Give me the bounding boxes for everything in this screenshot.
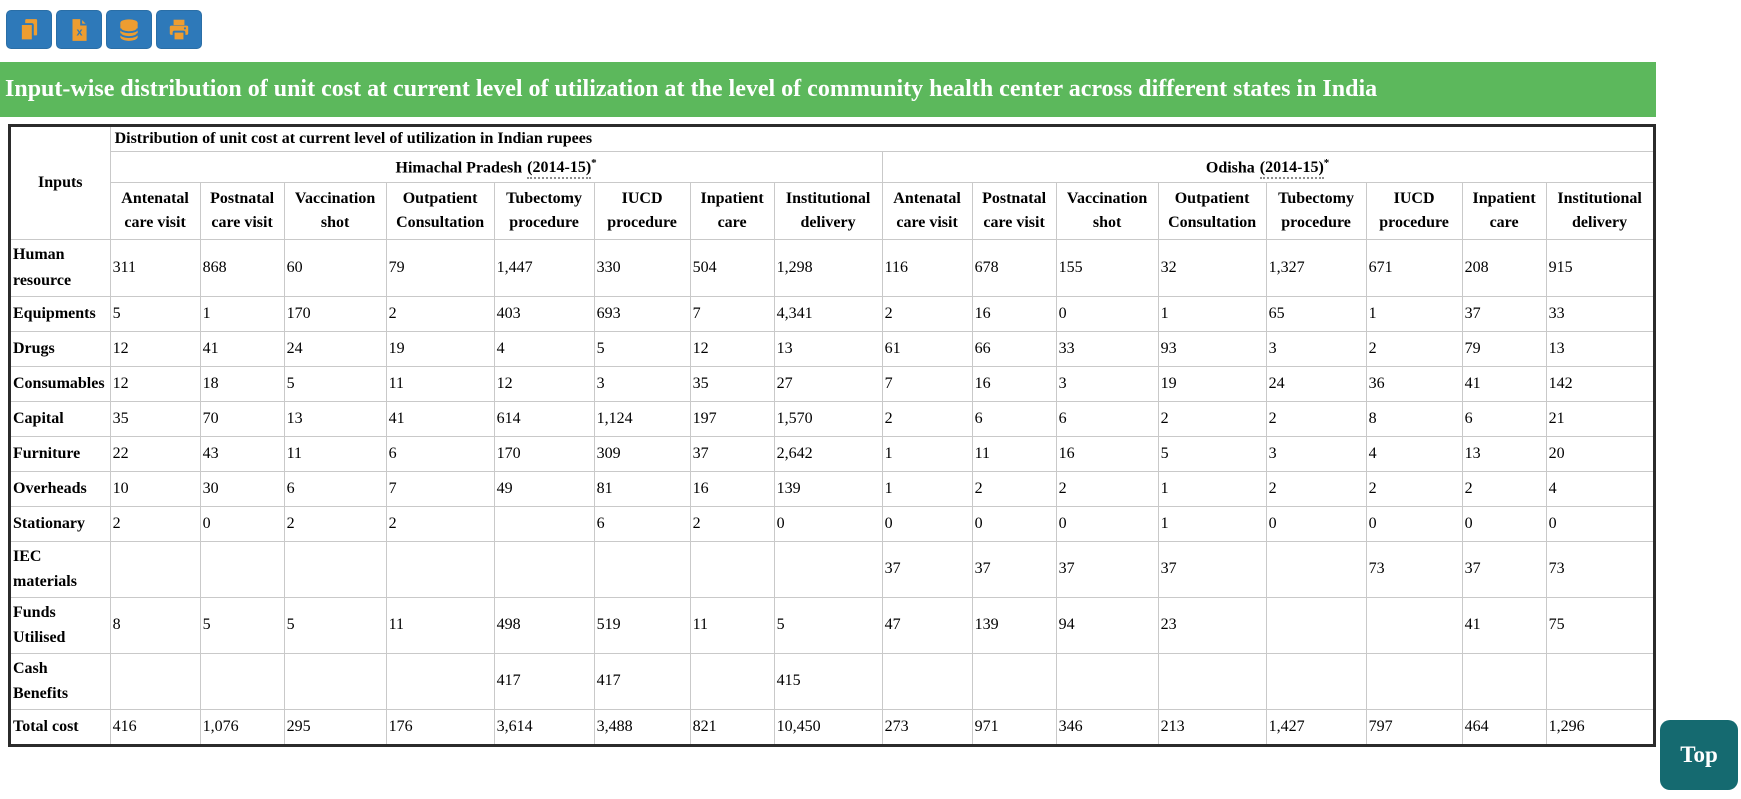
cell: 2 xyxy=(882,401,972,436)
cell: 1,327 xyxy=(1266,240,1366,296)
cell: 4,341 xyxy=(774,296,882,331)
cell: 971 xyxy=(972,710,1056,746)
cell xyxy=(386,653,494,709)
table-row xyxy=(10,401,1655,436)
cell xyxy=(200,541,284,597)
cell xyxy=(594,541,690,597)
cell: 37 xyxy=(882,541,972,597)
printer-icon xyxy=(166,17,192,43)
cell: 1,298 xyxy=(774,240,882,296)
cell: 35 xyxy=(110,401,200,436)
cell xyxy=(690,541,774,597)
cell xyxy=(110,541,200,597)
cell: 915 xyxy=(1546,240,1654,296)
cell: 12 xyxy=(690,331,774,366)
cell: 8 xyxy=(110,597,200,653)
copy-button[interactable] xyxy=(6,10,52,49)
cell: 16 xyxy=(1056,436,1158,471)
cell xyxy=(494,541,594,597)
cell: 1 xyxy=(200,296,284,331)
cell xyxy=(1158,653,1266,709)
cell xyxy=(1462,653,1546,709)
cell xyxy=(110,653,200,709)
cell: 1 xyxy=(1158,296,1266,331)
row-label: Overheads xyxy=(10,471,111,506)
cell: 1,447 xyxy=(494,240,594,296)
cell: 0 xyxy=(1462,506,1546,541)
cell: 61 xyxy=(882,331,972,366)
cell xyxy=(1056,653,1158,709)
inputs-corner-header: Inputs xyxy=(10,126,111,240)
cell xyxy=(284,653,386,709)
table-row xyxy=(10,331,1655,366)
column-header: Vaccination shot xyxy=(1056,183,1158,240)
cell: 416 xyxy=(110,710,200,746)
cell: 678 xyxy=(972,240,1056,296)
row-label: Drugs xyxy=(10,331,111,366)
table-row xyxy=(10,710,1655,746)
table-row xyxy=(10,541,1655,597)
cell: 3,488 xyxy=(594,710,690,746)
cell: 2 xyxy=(1266,471,1366,506)
state-name: Himachal Pradesh xyxy=(395,159,523,177)
column-header: Institutional delivery xyxy=(774,183,882,240)
cell xyxy=(284,541,386,597)
back-to-top-button[interactable]: Top xyxy=(1660,720,1738,790)
cell: 79 xyxy=(386,240,494,296)
cell: 2 xyxy=(690,506,774,541)
table-row xyxy=(10,471,1655,506)
row-label: Funds Utilised xyxy=(10,597,111,653)
cell: 213 xyxy=(1158,710,1266,746)
cell: 2 xyxy=(1158,401,1266,436)
cell: 142 xyxy=(1546,366,1654,401)
column-header: Tubectomy procedure xyxy=(494,183,594,240)
cell: 16 xyxy=(690,471,774,506)
cell: 49 xyxy=(494,471,594,506)
cell: 504 xyxy=(690,240,774,296)
cell: 37 xyxy=(1462,541,1546,597)
cell: 81 xyxy=(594,471,690,506)
table-row xyxy=(10,436,1655,471)
cell: 2 xyxy=(1462,471,1546,506)
cell: 19 xyxy=(1158,366,1266,401)
cell: 7 xyxy=(882,366,972,401)
cell: 6 xyxy=(284,471,386,506)
column-header: Inpatient care xyxy=(1462,183,1546,240)
cell: 4 xyxy=(494,331,594,366)
cell: 1 xyxy=(1366,296,1462,331)
cell: 671 xyxy=(1366,240,1462,296)
cell: 155 xyxy=(1056,240,1158,296)
cell: 1,570 xyxy=(774,401,882,436)
footnote-asterisk: * xyxy=(591,157,597,169)
cell xyxy=(1366,597,1462,653)
cell xyxy=(386,541,494,597)
cell: 417 xyxy=(494,653,594,709)
copy-icon xyxy=(16,17,42,43)
cell: 33 xyxy=(1056,331,1158,366)
cell: 79 xyxy=(1462,331,1546,366)
cell: 19 xyxy=(386,331,494,366)
cell: 66 xyxy=(972,331,1056,366)
cell: 6 xyxy=(1462,401,1546,436)
cell: 43 xyxy=(200,436,284,471)
svg-text:x: x xyxy=(76,25,83,38)
cell: 0 xyxy=(1546,506,1654,541)
cell: 346 xyxy=(1056,710,1158,746)
row-label: Capital xyxy=(10,401,111,436)
cell: 2 xyxy=(284,506,386,541)
cell: 5 xyxy=(594,331,690,366)
unit-cost-table xyxy=(8,124,1656,747)
cell: 5 xyxy=(774,597,882,653)
cell: 11 xyxy=(284,436,386,471)
cell: 41 xyxy=(386,401,494,436)
cell: 1,427 xyxy=(1266,710,1366,746)
state-period: (2014-15) xyxy=(1260,159,1324,179)
row-label: Furniture xyxy=(10,436,111,471)
cell: 3 xyxy=(1056,366,1158,401)
cell: 0 xyxy=(1056,296,1158,331)
cell xyxy=(1546,653,1654,709)
cell: 93 xyxy=(1158,331,1266,366)
cell: 36 xyxy=(1366,366,1462,401)
row-label: IEC materials xyxy=(10,541,111,597)
cell: 208 xyxy=(1462,240,1546,296)
column-header: Vaccination shot xyxy=(284,183,386,240)
cell: 27 xyxy=(774,366,882,401)
cell: 2 xyxy=(386,506,494,541)
cell xyxy=(882,653,972,709)
cell: 1 xyxy=(1158,506,1266,541)
cell: 176 xyxy=(386,710,494,746)
cell: 1,076 xyxy=(200,710,284,746)
footnote-asterisk: * xyxy=(1323,157,1330,169)
cell: 70 xyxy=(200,401,284,436)
cell: 7 xyxy=(386,471,494,506)
state-name: Odisha xyxy=(1205,159,1255,177)
cell: 0 xyxy=(1266,506,1366,541)
cell: 0 xyxy=(882,506,972,541)
cell: 519 xyxy=(594,597,690,653)
cell: 41 xyxy=(1462,366,1546,401)
row-label: Stationary xyxy=(10,506,111,541)
cell: 8 xyxy=(1366,401,1462,436)
cell xyxy=(1266,541,1366,597)
cell: 2 xyxy=(110,506,200,541)
table-row xyxy=(10,597,1655,653)
cell: 868 xyxy=(200,240,284,296)
cell: 5 xyxy=(110,296,200,331)
excel-button[interactable] xyxy=(56,10,102,49)
cell: 20 xyxy=(1546,436,1654,471)
cell: 3 xyxy=(594,366,690,401)
export-toolbar xyxy=(6,10,1741,49)
cell: 311 xyxy=(110,240,200,296)
cell: 1 xyxy=(882,471,972,506)
column-header: Postnatal care visit xyxy=(972,183,1056,240)
cell: 1,124 xyxy=(594,401,690,436)
cell xyxy=(972,653,1056,709)
cell: 12 xyxy=(110,331,200,366)
cell: 65 xyxy=(1266,296,1366,331)
cell: 11 xyxy=(690,597,774,653)
cell: 2 xyxy=(882,296,972,331)
cell: 75 xyxy=(1546,597,1654,653)
row-label: Total cost xyxy=(10,710,111,746)
cell: 13 xyxy=(1546,331,1654,366)
cell: 13 xyxy=(774,331,882,366)
cell: 7 xyxy=(690,296,774,331)
database-icon xyxy=(116,17,142,43)
cell: 37 xyxy=(690,436,774,471)
cell: 797 xyxy=(1366,710,1462,746)
cell: 116 xyxy=(882,240,972,296)
row-label: Human resource xyxy=(10,240,111,296)
cell: 4 xyxy=(1546,471,1654,506)
table-header-row-1 xyxy=(10,126,1655,152)
distribution-header: Distribution of unit cost at current level of utilization in Indian rupees xyxy=(110,126,1654,152)
cell: 6 xyxy=(1056,401,1158,436)
cell: 10 xyxy=(110,471,200,506)
cell: 2 xyxy=(1366,471,1462,506)
cell: 3 xyxy=(1266,436,1366,471)
cell: 170 xyxy=(494,436,594,471)
cell: 273 xyxy=(882,710,972,746)
cell xyxy=(774,541,882,597)
cell: 403 xyxy=(494,296,594,331)
cell: 11 xyxy=(386,597,494,653)
cell: 12 xyxy=(110,366,200,401)
table-row xyxy=(10,506,1655,541)
cell: 94 xyxy=(1056,597,1158,653)
cell: 0 xyxy=(200,506,284,541)
cell xyxy=(1266,597,1366,653)
column-header: Tubectomy procedure xyxy=(1266,183,1366,240)
cell: 11 xyxy=(386,366,494,401)
cell: 16 xyxy=(972,296,1056,331)
cell: 37 xyxy=(1056,541,1158,597)
column-header: Institutional delivery xyxy=(1546,183,1654,240)
cell: 32 xyxy=(1158,240,1266,296)
cell: 693 xyxy=(594,296,690,331)
column-header: Postnatal care visit xyxy=(200,183,284,240)
table-row xyxy=(10,296,1655,331)
cell: 415 xyxy=(774,653,882,709)
cell: 2,642 xyxy=(774,436,882,471)
cell: 1,296 xyxy=(1546,710,1654,746)
table-row xyxy=(10,240,1655,296)
column-header: Inpatient care xyxy=(690,183,774,240)
cell: 614 xyxy=(494,401,594,436)
cell: 5 xyxy=(284,597,386,653)
cell: 33 xyxy=(1546,296,1654,331)
cell: 2 xyxy=(972,471,1056,506)
cell: 47 xyxy=(882,597,972,653)
cell: 10,450 xyxy=(774,710,882,746)
cell: 0 xyxy=(972,506,1056,541)
row-label: Consumables xyxy=(10,366,111,401)
cell: 24 xyxy=(1266,366,1366,401)
cell: 5 xyxy=(200,597,284,653)
cell xyxy=(1266,653,1366,709)
cell: 2 xyxy=(386,296,494,331)
cell: 23 xyxy=(1158,597,1266,653)
column-header: IUCD procedure xyxy=(594,183,690,240)
csv-button[interactable] xyxy=(106,10,152,49)
cell: 170 xyxy=(284,296,386,331)
column-header: Antenatal care visit xyxy=(110,183,200,240)
excel-file-icon xyxy=(66,17,92,43)
cell: 4 xyxy=(1366,436,1462,471)
cell: 12 xyxy=(494,366,594,401)
cell xyxy=(690,653,774,709)
cell: 2 xyxy=(1056,471,1158,506)
cell: 1 xyxy=(1158,471,1266,506)
cell: 22 xyxy=(110,436,200,471)
cell: 417 xyxy=(594,653,690,709)
cell: 18 xyxy=(200,366,284,401)
state-period: (2014-15) xyxy=(527,159,591,179)
cell: 3 xyxy=(1266,331,1366,366)
cell: 5 xyxy=(284,366,386,401)
column-header: IUCD procedure xyxy=(1366,183,1462,240)
cell: 13 xyxy=(284,401,386,436)
cell: 73 xyxy=(1546,541,1654,597)
row-label: Equipments xyxy=(10,296,111,331)
page-title: Input-wise distribution of unit cost at current level of utilization at the level of community health center across different states in India xyxy=(0,62,1656,117)
cell: 13 xyxy=(1462,436,1546,471)
cell: 3,614 xyxy=(494,710,594,746)
cell: 16 xyxy=(972,366,1056,401)
cell: 37 xyxy=(1462,296,1546,331)
cell: 73 xyxy=(1366,541,1462,597)
cell: 5 xyxy=(1158,436,1266,471)
cell: 35 xyxy=(690,366,774,401)
cell: 11 xyxy=(972,436,1056,471)
cell: 0 xyxy=(774,506,882,541)
state-group-header-odisha xyxy=(882,152,1654,183)
cell: 37 xyxy=(1158,541,1266,597)
cell: 139 xyxy=(774,471,882,506)
cell: 309 xyxy=(594,436,690,471)
cell: 0 xyxy=(1366,506,1462,541)
cell xyxy=(1366,653,1462,709)
cell: 30 xyxy=(200,471,284,506)
cell: 21 xyxy=(1546,401,1654,436)
cell: 0 xyxy=(1056,506,1158,541)
cell xyxy=(200,653,284,709)
table-header-row-3 xyxy=(10,183,1655,240)
cell: 6 xyxy=(972,401,1056,436)
cell: 24 xyxy=(284,331,386,366)
cell: 41 xyxy=(200,331,284,366)
cell: 330 xyxy=(594,240,690,296)
cell: 821 xyxy=(690,710,774,746)
cell: 295 xyxy=(284,710,386,746)
cell: 2 xyxy=(1366,331,1462,366)
cell xyxy=(494,506,594,541)
cell: 60 xyxy=(284,240,386,296)
table-row xyxy=(10,366,1655,401)
table-header-row-2 xyxy=(10,152,1655,183)
cell: 1 xyxy=(882,436,972,471)
column-header: Outpatient Consultation xyxy=(386,183,494,240)
table-row xyxy=(10,653,1655,709)
row-label: Cash Benefits xyxy=(10,653,111,709)
cell: 464 xyxy=(1462,710,1546,746)
cell: 139 xyxy=(972,597,1056,653)
state-group-header-himachal xyxy=(110,152,882,183)
cell: 2 xyxy=(1266,401,1366,436)
cell: 197 xyxy=(690,401,774,436)
cell: 37 xyxy=(972,541,1056,597)
cell: 498 xyxy=(494,597,594,653)
column-header: Outpatient Consultation xyxy=(1158,183,1266,240)
column-header: Antenatal care visit xyxy=(882,183,972,240)
cell: 6 xyxy=(386,436,494,471)
print-button[interactable] xyxy=(156,10,202,49)
cell: 6 xyxy=(594,506,690,541)
cell: 41 xyxy=(1462,597,1546,653)
